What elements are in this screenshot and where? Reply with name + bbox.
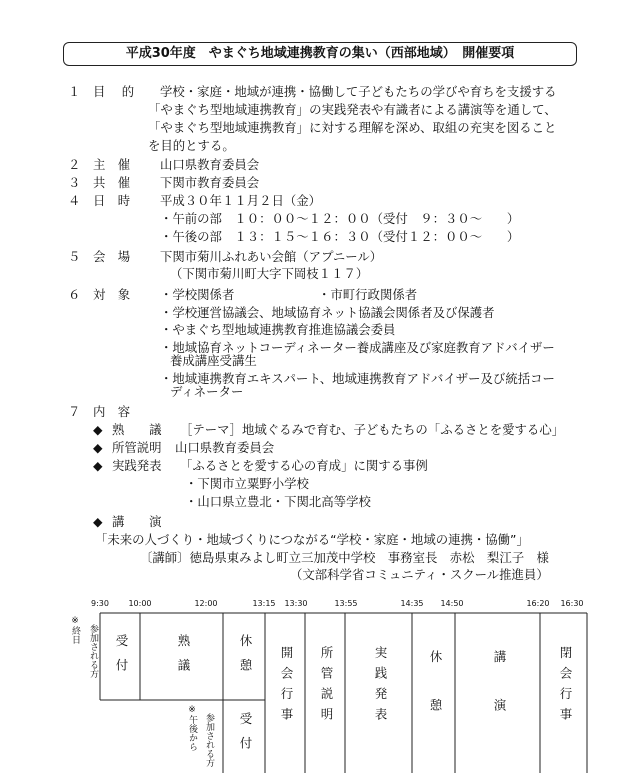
purpose-line-3: 「やまぐち型地域連携教育」に対する理解を深め、取組の充実を図ること: [148, 120, 557, 135]
lecturer-role: （文部科学省コミュニティ・スクール推進員）: [290, 567, 549, 582]
lecture-label: 講 演: [112, 514, 162, 529]
schedule-cell-opening: 開会行事: [279, 646, 294, 728]
host-label: 主 催: [93, 157, 131, 172]
diamond-icon: ◆: [93, 458, 103, 473]
schedule-time-label: 16:30: [560, 599, 584, 608]
schedule-time-label: 16:20: [526, 599, 550, 608]
datetime-label: 日 時: [93, 193, 131, 208]
purpose-num: １: [68, 84, 81, 99]
schedule-time-label: 12:00: [194, 599, 218, 608]
target-item-1a: ・学校関係者: [160, 287, 235, 302]
diamond-icon: ◆: [93, 514, 103, 529]
host-num: ２: [68, 157, 81, 172]
purpose-line-1: 学校・家庭・地域が連携・協働して子どもたちの学びや育ちを支援する: [160, 84, 557, 99]
schedule-cell-reception-pm: 受付: [238, 712, 253, 761]
allday-participants: 参加される方: [88, 624, 98, 678]
datetime-num: ４: [68, 193, 81, 208]
datetime-afternoon: ・午後の部 １３：１５～１６：３０（受付１２：００～ ）: [160, 229, 520, 244]
target-label: 対 象: [93, 287, 131, 302]
schedule-time-label: 10:00: [128, 599, 152, 608]
datetime-date: 平成３０年１１月２日（金）: [160, 193, 322, 208]
venue-address: （下関市菊川町大字下岡枝１１７）: [170, 266, 369, 281]
explain-text: 山口県教育委員会: [175, 440, 275, 455]
pm-participants: 参加される方: [204, 713, 214, 767]
diamond-icon: ◆: [93, 422, 103, 437]
discussion-text: ［テーマ］地域ぐるみで育む、子どもたちの「ふるさとを愛する心」: [180, 422, 565, 437]
cohost-num: ３: [68, 175, 81, 190]
schedule-cell-practice: 実践発表: [373, 646, 388, 728]
venue-label: 会 場: [93, 249, 131, 264]
schedule-cell-discussion: 熟議: [176, 634, 191, 683]
schedule-time-label: 13:30: [284, 599, 308, 608]
schedule-time-label: 9:30: [91, 599, 109, 608]
diamond-icon: ◆: [93, 440, 103, 455]
practice-text: 「ふるさとを愛する心の育成」に関する事例: [180, 458, 428, 473]
cohost-value: 下関市教育委員会: [160, 175, 260, 190]
practice-school-2: ・山口県立豊北・下関北高等学校: [185, 494, 371, 509]
cohost-label: 共 催: [93, 175, 131, 190]
purpose-line-4: を目的とする。: [148, 138, 235, 153]
target-item-3: ・やまぐち型地域連携教育推進協議会委員: [160, 322, 396, 337]
schedule-time-label: 14:35: [400, 599, 424, 608]
purpose-label: 目 的: [93, 84, 137, 99]
schedule-time-label: 13:15: [252, 599, 276, 608]
host-value: 山口県教育委員会: [160, 157, 260, 172]
target-num: ６: [68, 287, 81, 302]
datetime-morning: ・午前の部 １０：００～１２：００（受付 ９：３０～ ）: [160, 211, 520, 226]
schedule-time-label: 14:50: [440, 599, 464, 608]
schedule-cell-break-1: 休憩: [238, 634, 253, 683]
schedule-cell-explanation: 所管説明: [319, 646, 334, 728]
schedule-time-label: 13:55: [334, 599, 358, 608]
content-label: 内 容: [93, 404, 131, 419]
purpose-line-2: 「やまぐち型地域連携教育」の実践発表や有識者による講演等を通して、: [148, 102, 557, 117]
schedule-cell-lecture: 講演: [492, 650, 507, 747]
schedule-cell-reception-am: 受付: [114, 634, 129, 683]
target-item-2: ・学校運営協議会、地域協育ネット協議会関係者及び保護者: [160, 305, 495, 320]
venue-name: 下関市菊川ふれあい会館（アプニール）: [160, 249, 383, 264]
target-item-5a: ・地域連携教育エキスパート、地域連携教育アドバイザー及び統括コー: [160, 371, 555, 386]
explain-label: 所管説明: [112, 440, 162, 455]
schedule-cell-break-2: 休憩: [428, 650, 443, 747]
target-item-5b: ディネーター: [170, 384, 244, 399]
target-item-4a: ・地域協育ネットコーディネーター養成講座及び家庭教育アドバイザー: [160, 340, 555, 355]
target-item-1b: ・市町行政関係者: [318, 287, 418, 302]
page-title: 平成30年度 やまぐち地域連携教育の集い（西部地域） 開催要項: [63, 42, 577, 66]
discussion-label: 熟 議: [112, 422, 162, 437]
schedule-cell-closing: 閉会行事: [558, 646, 573, 728]
venue-num: ５: [68, 249, 81, 264]
practice-school-1: ・下関市立粟野小学校: [185, 476, 309, 491]
content-num: ７: [68, 404, 81, 419]
pm-note: ※午後から: [187, 705, 197, 751]
lecturer: 〔講師〕徳島県東みよし町立三加茂中学校 事務室長 赤松 梨江子 様: [140, 550, 549, 565]
target-item-4b: 養成講座受講生: [170, 353, 257, 368]
allday-note: ※終日: [70, 616, 80, 644]
practice-label: 実践発表: [112, 458, 162, 473]
lecture-title: 「未来の人づくり・地域づくりにつながる“学校・家庭・地域の連携・協働”」: [95, 532, 529, 547]
